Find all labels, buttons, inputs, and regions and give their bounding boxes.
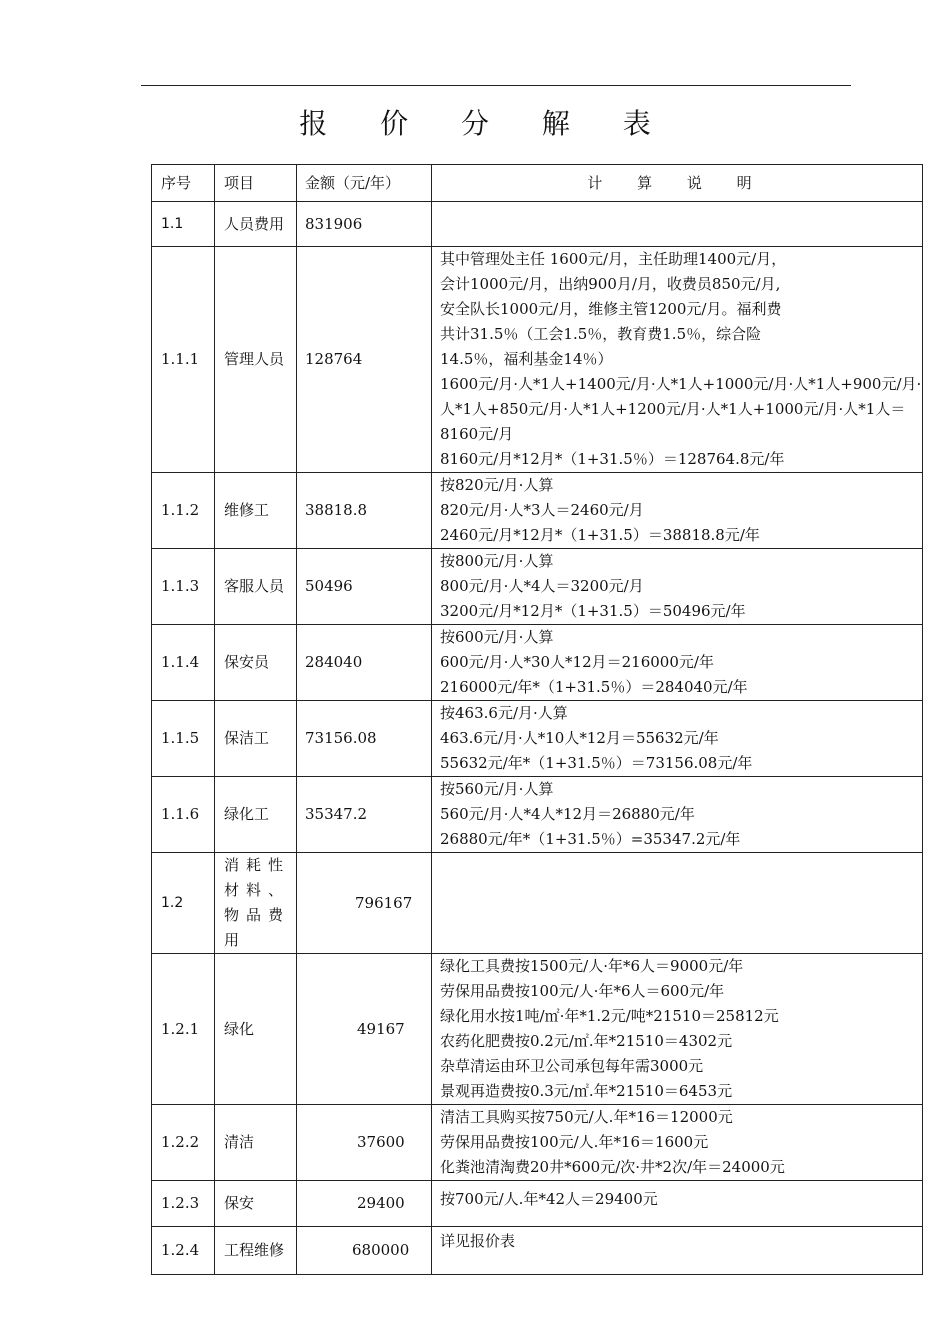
row-amount: 831906 xyxy=(297,202,432,247)
table-row xyxy=(152,247,923,473)
row-amount: 680000 xyxy=(297,1227,432,1275)
row-amount: 284040 xyxy=(297,625,432,701)
desc-line: 按820元/月·人算 xyxy=(440,476,554,494)
row-item: 绿化工 xyxy=(215,777,297,853)
desc-line: 463.6元/月·人*10人*12月＝55632元/年 xyxy=(440,729,719,747)
desc-line: 景观再造费按0.3元/㎡.年*21510＝6453元 xyxy=(440,1082,733,1100)
desc-line: 560元/月·人*4人*12月＝26880元/年 xyxy=(440,805,695,823)
row-desc xyxy=(432,625,923,701)
header-item: 项目 xyxy=(215,165,297,202)
row-item: 保洁工 xyxy=(215,701,297,777)
row-desc xyxy=(432,701,923,777)
row-amount: 796167 xyxy=(297,853,432,954)
row-desc xyxy=(432,1227,923,1275)
desc-line: 按463.6元/月·人算 xyxy=(440,704,568,722)
row-no: 1.1.4 xyxy=(152,625,215,701)
desc-line: 劳保用品费按100元/人.年*16＝1600元 xyxy=(440,1133,709,1151)
table-row xyxy=(152,1227,923,1275)
row-no: 1.1.6 xyxy=(152,777,215,853)
table-header-row xyxy=(152,165,923,202)
row-no: 1.1.3 xyxy=(152,549,215,625)
desc-line: 按560元/月·人算 xyxy=(440,780,554,798)
header-amount: 金额（元/年） xyxy=(297,165,432,202)
row-amount: 50496 xyxy=(297,549,432,625)
desc-line: 600元/月·人*30人*12月＝216000元/年 xyxy=(440,653,714,671)
row-no: 1.2 xyxy=(152,853,215,954)
desc-line: 其中管理处主任 1600元/月，主任助理1400元/月， xyxy=(440,250,787,268)
header-no: 序号 xyxy=(152,165,215,202)
table-row xyxy=(152,473,923,549)
desc-line: 800元/月·人*4人＝3200元/月 xyxy=(440,577,644,595)
row-item: 清洁 xyxy=(215,1105,297,1181)
table-row xyxy=(152,549,923,625)
row-desc xyxy=(432,954,923,1105)
desc-line: 安全队长1000元/月，维修主管1200元/月。福利费 xyxy=(440,300,782,318)
row-item: 绿化 xyxy=(215,954,297,1105)
desc-line: 清洁工具购买按750元/人.年*16＝12000元 xyxy=(440,1108,733,1126)
row-no: 1.2.3 xyxy=(152,1181,215,1227)
row-item: 管理人员 xyxy=(215,247,297,473)
row-no: 1.2.2 xyxy=(152,1105,215,1181)
desc-line: 26880元/年*（1+31.5％）=35347.2元/年 xyxy=(440,830,741,848)
desc-line: 按800元/月·人算 xyxy=(440,552,554,570)
row-item: 客服人员 xyxy=(215,549,297,625)
desc-line: 820元/月·人*3人＝2460元/月 xyxy=(440,501,644,519)
row-item: 人员费用 xyxy=(215,202,297,247)
row-item: 保安 xyxy=(215,1181,297,1227)
row-amount: 37600 xyxy=(297,1105,432,1181)
row-desc xyxy=(432,777,923,853)
desc-line: 共计31.5％（工会1.5％，教育费1.5％，综合险 xyxy=(440,325,762,343)
quote-breakdown-table xyxy=(151,164,923,1275)
row-item: 保安员 xyxy=(215,625,297,701)
desc-line: 2460元/月*12月*（1+31.5）＝38818.8元/年 xyxy=(440,526,760,544)
table-row xyxy=(152,777,923,853)
desc-line: 8160元/月*12月*（1+31.5％）＝128764.8元/年 xyxy=(440,450,785,468)
row-amount: 49167 xyxy=(297,954,432,1105)
desc-line: 详见报价表 xyxy=(440,1232,516,1250)
desc-line: 按600元/月·人算 xyxy=(440,628,554,646)
top-rule xyxy=(141,85,851,86)
row-no: 1.1 xyxy=(152,202,215,247)
desc-line: 杂草清运由环卫公司承包每年需3000元 xyxy=(440,1057,704,1075)
row-desc xyxy=(432,853,923,954)
desc-line: 劳保用品费按100元/人·年*6人＝600元/年 xyxy=(440,982,725,1000)
row-desc xyxy=(432,202,923,247)
row-item: 消耗性材料、物品费用 xyxy=(215,853,297,954)
row-no: 1.1.5 xyxy=(152,701,215,777)
row-amount: 38818.8 xyxy=(297,473,432,549)
row-desc xyxy=(432,473,923,549)
header-desc: 计 算 说 明 xyxy=(432,165,923,202)
desc-line: 化粪池清淘费20井*600元/次·井*2次/年＝24000元 xyxy=(440,1158,785,1176)
row-amount: 35347.2 xyxy=(297,777,432,853)
table-row xyxy=(152,1105,923,1181)
row-desc xyxy=(432,549,923,625)
desc-line: 1600元/月·人*1人+1400元/月·人*1人+1000元/月·人*1人+900元/月·人*1人+850元/月·人*1人+1200元/月·人*1人+1000元/月·人*1人＝8160元/月 xyxy=(440,375,922,443)
row-amount: 29400 xyxy=(297,1181,432,1227)
row-item: 工程维修 xyxy=(215,1227,297,1275)
row-no: 1.2.4 xyxy=(152,1227,215,1275)
table-row xyxy=(152,1181,923,1227)
row-item: 维修工 xyxy=(215,473,297,549)
row-no: 1.1.1 xyxy=(152,247,215,473)
table-row xyxy=(152,625,923,701)
table-row xyxy=(152,853,923,954)
desc-line: 农药化肥费按0.2元/㎡.年*21510＝4302元 xyxy=(440,1032,733,1050)
row-no: 1.1.2 xyxy=(152,473,215,549)
table-row xyxy=(152,954,923,1105)
desc-line: 55632元/年*（1+31.5％）＝73156.08元/年 xyxy=(440,754,753,772)
desc-line: 3200元/月*12月*（1+31.5）＝50496元/年 xyxy=(440,602,746,620)
desc-line: 会计1000元/月，出纳900月/月，收费员850元/月, xyxy=(440,275,781,293)
table-row xyxy=(152,202,923,247)
row-desc xyxy=(432,1105,923,1181)
row-amount: 128764 xyxy=(297,247,432,473)
row-desc xyxy=(432,247,923,473)
desc-line: 216000元/年*（1+31.5％）＝284040元/年 xyxy=(440,678,748,696)
desc-line: 14.5％，福利基金14％） xyxy=(440,350,613,368)
desc-line: 绿化用水按1吨/㎡·年*1.2元/吨*21510＝25812元 xyxy=(440,1007,779,1025)
row-no: 1.2.1 xyxy=(152,954,215,1105)
desc-line: 绿化工具费按1500元/人·年*6人＝9000元/年 xyxy=(440,957,744,975)
row-desc xyxy=(432,1181,923,1227)
table-row xyxy=(152,701,923,777)
desc-line: 按700元/人.年*42人＝29400元 xyxy=(440,1190,658,1208)
row-amount: 73156.08 xyxy=(297,701,432,777)
page-title: 报 价 分 解 表 xyxy=(299,107,673,140)
